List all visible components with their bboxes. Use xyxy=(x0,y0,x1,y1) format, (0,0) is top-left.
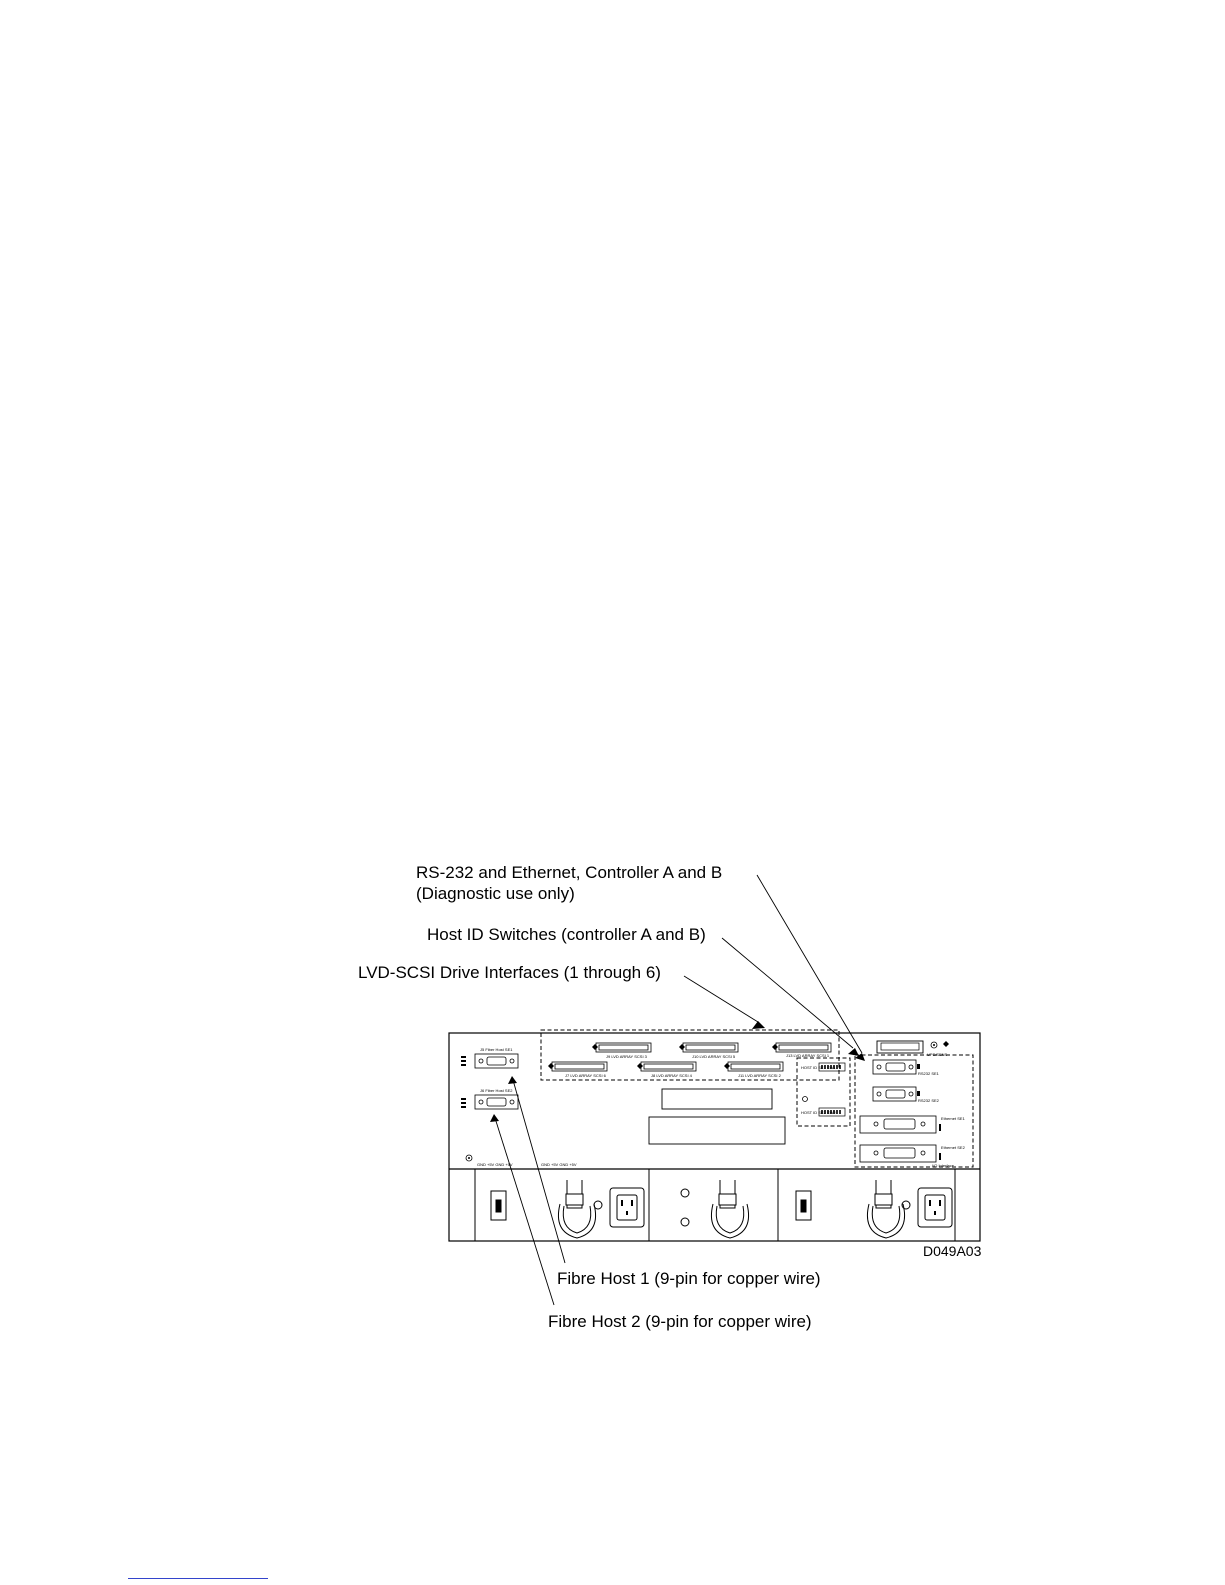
rs232-connector-1 xyxy=(886,1063,905,1071)
fibre-host-1-callout: Fibre Host 1 (9-pin for copper wire) xyxy=(557,1269,821,1288)
ethernet-label-1: Ethernet SE1 xyxy=(941,1116,965,1121)
power-label-left: GND +5V GND +5V xyxy=(477,1162,513,1167)
lvd-arrowhead xyxy=(752,1021,765,1029)
power-label-right: GND +5V GND +5V xyxy=(541,1162,577,1167)
scsi-connector-4 xyxy=(641,1062,696,1071)
scsi-label-5: J10 LVD ARRAY SCSI 5 xyxy=(692,1054,736,1059)
fibre-port-symbols xyxy=(461,1056,466,1108)
fibre-host-2-plate xyxy=(475,1095,518,1109)
fibre-2-arrowhead xyxy=(490,1114,499,1122)
fibre-host-1-leader-line xyxy=(513,1080,565,1263)
host-id-leader-line xyxy=(722,938,853,1048)
fibre-1-arrowhead xyxy=(508,1076,517,1084)
fibre-host-1-label: J5 Fiber Host SE1 xyxy=(480,1047,513,1052)
lvd-scsi-callout: LVD-SCSI Drive Interfaces (1 through 6) xyxy=(358,963,661,982)
ethernet-label-2: Ethernet SE2 xyxy=(941,1145,965,1150)
ethernet-connector-1 xyxy=(884,1119,915,1129)
host-id-callout: Host ID Switches (controller A and B) xyxy=(427,925,706,944)
scsi-label-2: J11 LVD ARRAY SCSI 2 xyxy=(738,1073,781,1078)
fibre-host-2-leader-line xyxy=(495,1118,554,1305)
figure-id: D049A03 xyxy=(923,1243,982,1259)
power-inlet-left xyxy=(610,1188,644,1227)
fibre-host-2-label: J6 Fiber Host SE2 xyxy=(480,1088,513,1093)
host-id-screw xyxy=(803,1097,808,1102)
blank-panel-lower xyxy=(649,1117,785,1144)
scsi-diamonds xyxy=(548,1044,778,1069)
scsi-connector-6 xyxy=(552,1062,607,1071)
power-inlet-right xyxy=(918,1188,952,1227)
rs232-label-2: RS232 SE2 xyxy=(918,1098,939,1103)
power-supply-section xyxy=(475,1169,955,1241)
footer-rule xyxy=(128,1578,268,1579)
scsi-label-1: J13 LVD ARRAY SCSI 1 xyxy=(786,1053,830,1058)
scsi-label-3: J9 LVD ARRAY SCSI 3 xyxy=(606,1054,647,1059)
rs232-connector-2-plate xyxy=(873,1087,916,1101)
rs232-leader-line xyxy=(757,875,862,1053)
host-id-label-1: HOST ID SE1 SW1 xyxy=(801,1065,836,1070)
scsi-connector-2 xyxy=(728,1062,783,1071)
rs232-connector-1-plate xyxy=(873,1060,916,1074)
host-id-label-2: HOST ID SE2 SW2 xyxy=(801,1110,836,1115)
scsi-connector-5 xyxy=(683,1043,738,1052)
scsi-connector-1 xyxy=(776,1043,831,1052)
fibre-host-1-plate xyxy=(475,1054,518,1068)
scsi-label-6: J7 LVD ARRAY SCSI 6 xyxy=(565,1073,606,1078)
rs232-callout-line2: (Diagnostic use only) xyxy=(416,884,575,903)
fibre-host-2-port xyxy=(487,1098,506,1106)
ups-label: UPS/SENS xyxy=(927,1052,948,1057)
scsi-connector-3 xyxy=(596,1043,651,1052)
rs232-label-1: RS232 SE1 xyxy=(918,1071,939,1076)
host-id-switches xyxy=(819,1063,845,1116)
fibre-host-2-callout: Fibre Host 2 (9-pin for copper wire) xyxy=(548,1312,812,1331)
rs232-connector-2 xyxy=(886,1090,905,1098)
io-interface-label: I/O Interface xyxy=(932,1163,955,1168)
blank-panel-upper xyxy=(662,1089,772,1109)
arrowheads xyxy=(490,1021,865,1122)
rs232-callout-line1: RS-232 and Ethernet, Controller A and B xyxy=(416,863,723,882)
ethernet-connector-2 xyxy=(884,1148,915,1158)
chassis-outline xyxy=(449,1033,980,1241)
scsi-label-4: J8 LVD ARRAY SCSI 4 xyxy=(651,1073,692,1078)
lvd-scsi-leader-line xyxy=(684,976,758,1022)
fibre-host-1-port xyxy=(487,1057,506,1065)
